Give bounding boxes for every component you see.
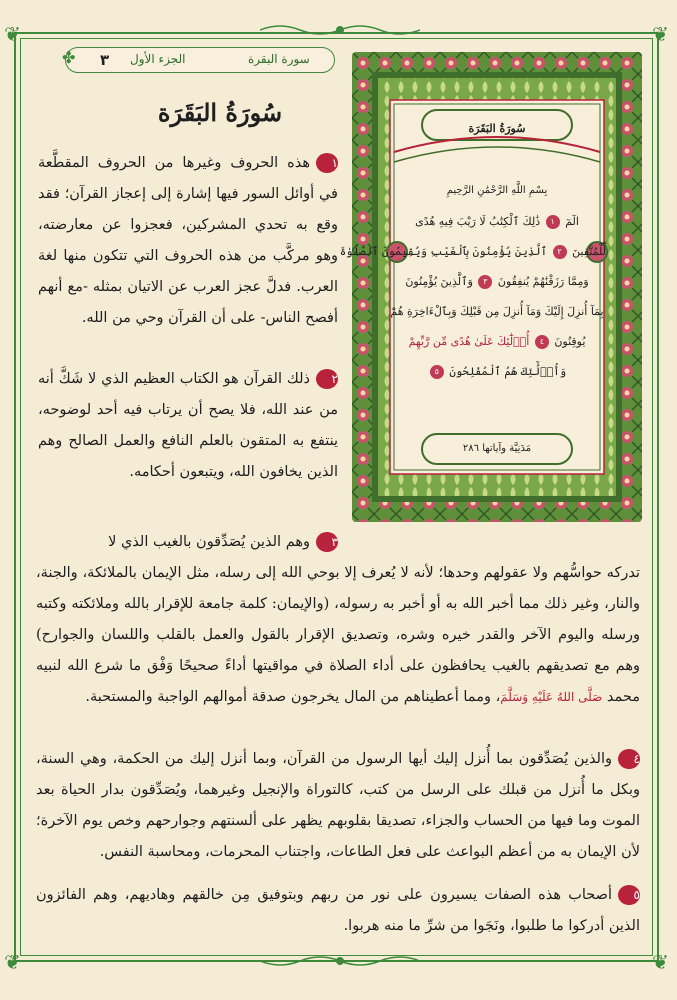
verse-number-badge: ٤ xyxy=(618,749,640,769)
surah-title: سُورَةُ البَقَرَة xyxy=(157,98,283,127)
corner-flourish-icon: ❦ xyxy=(652,22,669,46)
juz-label: الجزء الأول xyxy=(130,52,186,66)
mushaf-verse-line: بِمَآ أُنزِلَ إِلَيْكَ وَمَآ أُنزِلَ مِن قَبْلِكَ وَبِٱلْءَاخِرَةِ هُمْ xyxy=(390,305,604,318)
mushaf-verse-line: الٓمٓ ١ ذَٰلِكَ ٱلْكِتَٰبُ لَا رَيْبَ فِيهِ هُدًى xyxy=(415,215,579,228)
commentary-paragraph-2: ٢ذلك القرآن هو الكتاب العظيم الذي لا شَكَّ أنه من عند الله، فلا يصح أن يرتاب فيه أحد لوضوحه، ينتفع به المتقون بالعلم النافع والعمل الصالح وهم الذين يخافون الله، ويتبعون أحكامه. xyxy=(38,371,338,480)
commentary-paragraph-3-head: ٣وهم الذين يُصَدِّقون بالغيب الذي لا xyxy=(108,534,338,550)
mushaf-top-label: سُورَةُ البَقَرَة xyxy=(468,122,526,135)
commentary-paragraph-5: ٥أصحاب هذه الصفات يسيرون على نور من ربهم وبتوفيق مِن خالقهم وهاديهم، وهم الفائزون الذين أدركوا ما طلبوا، ونَجَوا من شرِّ ما منه هربوا. xyxy=(36,887,640,934)
bottom-ornament-icon xyxy=(260,953,420,969)
mushaf-verse-line: لِّلْمُتَّقِينَ ٢ ٱلَّذِينَ يُؤْمِنُونَ بِٱلْغَيْبِ وَيُقِيمُونَ ٱلصَّلَوٰةَ xyxy=(339,245,606,258)
verse-number-badge: ٣ xyxy=(316,532,338,552)
mushaf-panel xyxy=(339,52,642,522)
mushaf-verse-line: يُوقِنُونَ ٤ أُو۟لَٰٓئِكَ عَلَىٰ هُدًى مِّن رَّبِّهِمْ xyxy=(408,335,586,348)
verse-number-badge: ١ xyxy=(316,153,338,173)
pbuh-honorific: صَلَّى اللهُ عَلَيْهِ وَسَلَّمَ xyxy=(500,690,603,704)
header-flourish-icon: ✤ xyxy=(62,48,76,67)
corner-flourish-icon: ❦ xyxy=(652,950,669,974)
page-number: ٣ xyxy=(100,51,110,69)
commentary-paragraph-4: ٤والذين يُصَدِّقون بما أُنزل إليك أيها الرسول من القرآن، وبما أنزل إليك من الحكمة، وهي السنة، وبكل ما أُنزل من قبلك على الرسل من كتب، كالتوراة والإنجيل وغيرهما، ويُصَدِّقون بدار الحياة بعد الموت وما فيها من الحساب والجزاء، تصديقا بقلوبهم يظهر على ألسنتهم وجوارحهم وخص يوم الآخرة؛ لأن الإيمان به من أعظم البواعث على فعل الطاعات، واجتناب المحرمات، ومحاسبة النفس. xyxy=(36,751,640,860)
corner-flourish-icon: ❦ xyxy=(4,950,21,974)
commentary-paragraph-3: تدركه حواسُّهم ولا عقولهم وحدها؛ لأنه لا يُعرف إلا بوحي الله إلى رسله، مثل الإيمان بالملائكة، والجنة، والنار، وغير ذلك مما أخبر الله به أو أخبر به رسوله، (والإيمان: كلمة جامعة للإقرار بالله وملائكته وكتبه ورسله واليوم الآخر والقدر خيره وشره، وتصديق الإقرار بالقول والعمل بالقلب واللسان والجوارح) وهم مع تصديقهم بالغيب يحافظون على أداء الصلاة في مواقيتها أداءً صحيحًا وَفْق ما شرع الله لنبيه محمد صَلَّى اللهُ عَلَيْهِ وَسَلَّمَ، ومما أعطيناهم من المال يخرجون صدقة أموالهم الواجبة والمستحبة. xyxy=(36,565,640,705)
commentary-paragraph-1: ١هذه الحروف وغيرها من الحروف المقطَّعة في أوائل السور فيها إشارة إلى إعجاز القرآن؛ فقد وقع به تحدي المشركين، فعجزوا عن معارضته، وهو مركَّب من هذه الحروف التي تتكون منها لغة العرب. فدلَّ عجز العرب عن الاتيان بمثله -مع أنهم أفصح الناس- على أن القرآن وحي من الله. xyxy=(38,155,338,326)
surah-header-label: سورة البقرة xyxy=(248,52,310,66)
mushaf-verse-line: وَأُو۟لَٰٓئِكَ هُمُ ٱلْمُفْلِحُونَ ٥ xyxy=(388,365,606,379)
mushaf-verse-line: وَمِمَّا رَزَقْنَٰهُمْ يُنفِقُونَ ٣ وَٱلَّذِينَ يُؤْمِنُونَ xyxy=(405,275,589,288)
verse-number-badge: ٢ xyxy=(316,369,338,389)
mushaf-bottom-label: مَدَنِيَّة وآياتها ٢٨٦ xyxy=(462,443,532,454)
mushaf-basmala: بِسْمِ اللَّهِ الرَّحْمَٰنِ الرَّحِيمِ xyxy=(446,185,548,196)
verse-number-badge: ٥ xyxy=(618,885,640,905)
corner-flourish-icon: ❦ xyxy=(4,22,21,46)
top-ornament-icon xyxy=(260,22,420,38)
